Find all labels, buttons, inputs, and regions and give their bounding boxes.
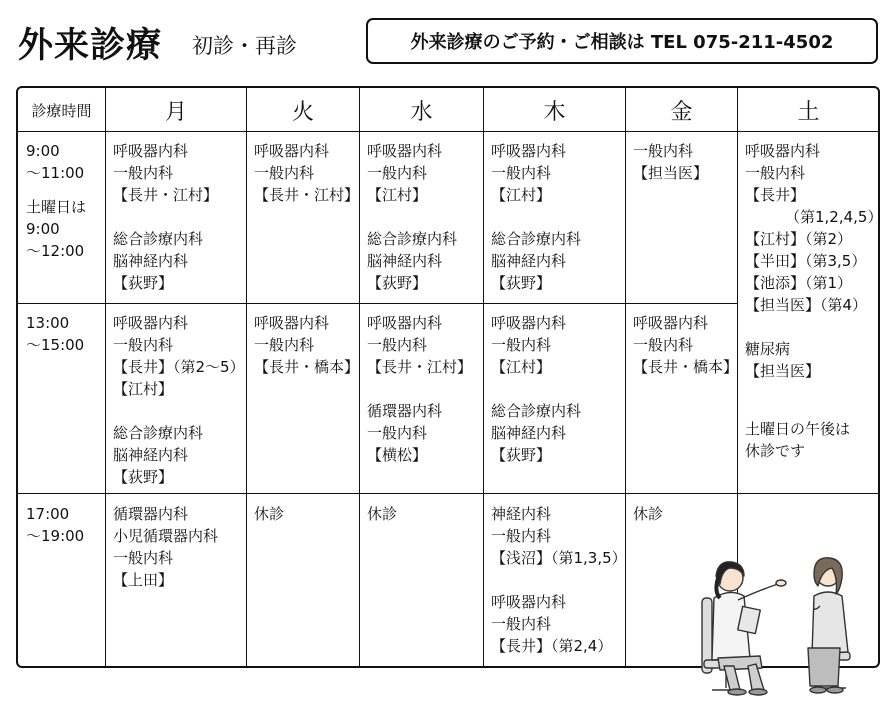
cell-line: 循環器内科 (367, 402, 443, 420)
cell-tue-afternoon (254, 312, 359, 378)
cell-line: 脳神経内科 (367, 252, 443, 270)
grid-line (17, 303, 738, 304)
time-end: ～19:00 (26, 527, 85, 545)
cell-line: 糖尿病 (745, 340, 791, 358)
cell-line: 【江村】 (367, 186, 428, 204)
cell-line: 総合診療内科 (113, 424, 204, 442)
cell-line: 【長井】（第2～5） (113, 358, 245, 376)
cell-line: 【担当医】（第4） (745, 296, 868, 314)
grid-line (17, 493, 879, 494)
cell-line: 呼吸器内科 (254, 142, 330, 160)
time-cell-morning (26, 140, 86, 262)
cell-line: 一般内科 (633, 336, 694, 354)
cell-fri-afternoon (633, 312, 738, 378)
header-day-fri: 金 (670, 99, 693, 125)
cell-line: 【半田】（第3,5） (745, 252, 867, 270)
cell-line: 【長井】（第2,4） (491, 637, 613, 655)
cell-fri-evening (633, 503, 663, 525)
time-start: 17:00 (26, 505, 70, 523)
cell-line: 脳神経内科 (491, 424, 567, 442)
cell-line: 【江村】 (491, 186, 552, 204)
cell-sat-afternoon (745, 338, 850, 462)
cell-line: 脳神経内科 (491, 252, 567, 270)
cell-line: 脳神経内科 (113, 446, 189, 464)
cell-line: 一般内科 (367, 164, 428, 182)
header-corner: 診療時間 (31, 101, 92, 120)
cell-line: 呼吸器内科 (491, 142, 567, 160)
time-start: 9:00 (26, 142, 60, 160)
time-note: 9:00 (26, 220, 60, 238)
cell-line: 一般内科 (113, 336, 174, 354)
cell-line: 【長井】 (745, 186, 806, 204)
cell-line: 【長井・橋本】 (633, 358, 739, 376)
cell-line: 呼吸器内科 (113, 142, 189, 160)
cell-line: 総合診療内科 (113, 230, 204, 248)
cell-line: 【長井・江村】 (367, 358, 473, 376)
cell-wed-morning (367, 140, 457, 294)
cell-line: 一般内科 (367, 336, 428, 354)
cell-line: 休診 (254, 505, 285, 523)
cell-line: 一般内科 (367, 424, 428, 442)
cell-tue-morning (254, 140, 359, 206)
cell-line: 【江村】 (491, 358, 552, 376)
cell-line: 一般内科 (113, 549, 174, 567)
cell-line: 【長井・江村】 (254, 186, 360, 204)
cell-line: 【江村】 (113, 380, 174, 398)
cell-line: 小児循環器内科 (113, 527, 219, 545)
cell-line: 呼吸器内科 (745, 142, 821, 160)
cell-line: 一般内科 (491, 527, 552, 545)
time-end: ～11:00 (26, 164, 85, 182)
cell-mon-morning (113, 140, 218, 294)
time-note: 土曜日は (26, 198, 87, 216)
cell-thu-morning (491, 140, 581, 294)
cell-line: 【横松】 (367, 446, 428, 464)
time-start: 13:00 (26, 314, 70, 332)
cell-line: 【池添】（第1） (745, 274, 853, 292)
grid-line (483, 88, 484, 667)
cell-line: 一般内科 (254, 336, 315, 354)
cell-line: 【担当医】 (633, 164, 709, 182)
cell-line: 一般内科 (633, 142, 694, 160)
contact-phone-box: 外来診療のご予約・ご相談は TEL 075-211-4502 (366, 18, 878, 64)
grid-line (105, 88, 106, 667)
cell-line: 総合診療内科 (491, 230, 582, 248)
time-cell-afternoon (26, 312, 84, 356)
cell-line: 脳神経内科 (113, 252, 189, 270)
cell-line: 一般内科 (254, 164, 315, 182)
cell-line: 呼吸器内科 (367, 314, 443, 332)
cell-line: 一般内科 (745, 164, 806, 182)
cell-line: 一般内科 (491, 615, 552, 633)
cell-sat-morning (745, 140, 882, 316)
cell-line: 循環器内科 (113, 505, 189, 523)
header-day-mon: 月 (164, 99, 187, 125)
header-day-thu: 木 (543, 99, 566, 125)
cell-line: 呼吸器内科 (491, 314, 567, 332)
cell-tue-evening (254, 503, 284, 525)
cell-line: 一般内科 (491, 164, 552, 182)
cell-line: （第1,2,4,5） (785, 208, 883, 226)
cell-line: 総合診療内科 (367, 230, 458, 248)
cell-line: 【荻野】 (113, 274, 174, 292)
cell-mon-evening (113, 503, 218, 591)
header-day-sat: 土 (797, 99, 820, 125)
header-day-tue: 火 (291, 99, 314, 125)
cell-wed-evening (367, 503, 397, 525)
cell-line: 休診です (745, 442, 806, 460)
cell-line: 総合診療内科 (491, 402, 582, 420)
cell-line: 【浅沼】（第1,3,5） (491, 549, 627, 567)
time-note: ～12:00 (26, 242, 85, 260)
cell-line: 休診 (633, 505, 664, 523)
cell-line: 呼吸器内科 (254, 314, 330, 332)
cell-line: 【荻野】 (491, 274, 552, 292)
cell-line: 【長井・江村】 (113, 186, 219, 204)
cell-line: 一般内科 (113, 164, 174, 182)
cell-fri-morning (633, 140, 708, 184)
cell-thu-afternoon (491, 312, 581, 466)
cell-line: 呼吸器内科 (113, 314, 189, 332)
cell-line: 【長井・橋本】 (254, 358, 360, 376)
cell-line: 【江村】（第2） (745, 230, 853, 248)
cell-line: 【担当医】 (745, 362, 821, 380)
time-end: ～15:00 (26, 336, 85, 354)
cell-line: 【上田】 (113, 571, 174, 589)
cell-thu-evening (491, 503, 627, 657)
cell-line: 【荻野】 (491, 446, 552, 464)
cell-line: 呼吸器内科 (367, 142, 443, 160)
time-cell-evening (26, 503, 84, 547)
page-title: 外来診療 (18, 25, 163, 66)
cell-line: 【荻野】 (113, 468, 174, 486)
header-day-wed: 水 (410, 99, 433, 125)
cell-wed-afternoon (367, 312, 472, 466)
cell-line: 休診 (367, 505, 398, 523)
page-subtitle: 初診・再診 (192, 34, 297, 58)
grid-line (246, 88, 247, 667)
cell-line: 呼吸器内科 (491, 593, 567, 611)
grid-line (359, 88, 360, 667)
cell-line: 土曜日の午後は (745, 420, 851, 438)
cell-line: 【荻野】 (367, 274, 428, 292)
cell-line: 一般内科 (491, 336, 552, 354)
cell-mon-afternoon (113, 312, 245, 488)
doctor-patient-illustration (690, 548, 870, 698)
cell-line: 神経内科 (491, 505, 552, 523)
cell-line: 呼吸器内科 (633, 314, 709, 332)
